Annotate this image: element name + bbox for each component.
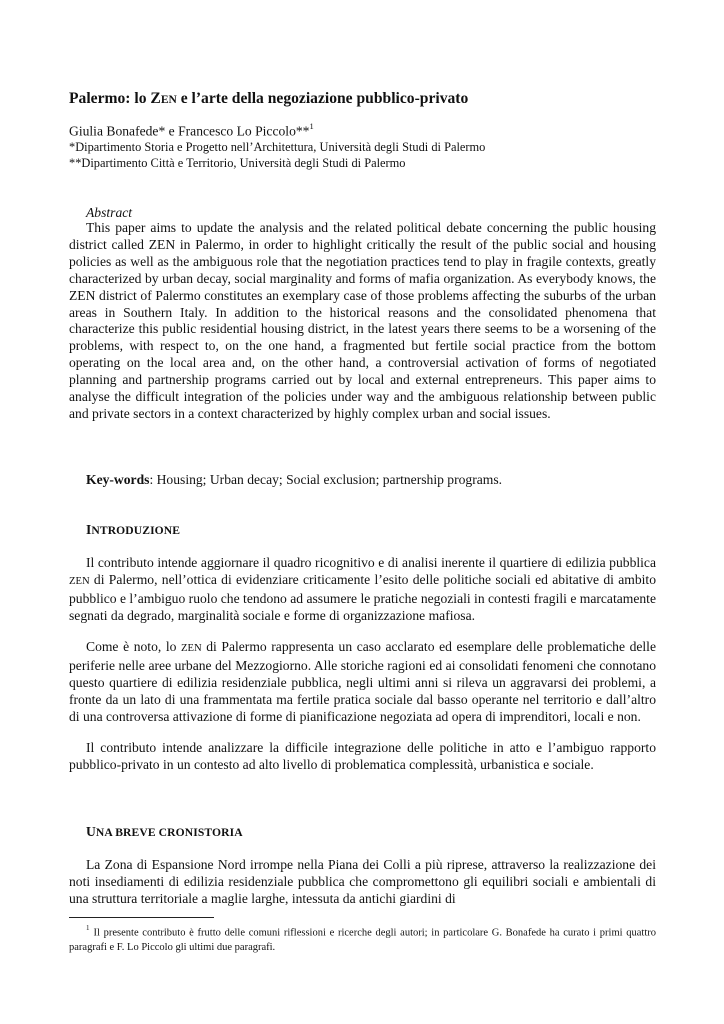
heading-initial: U bbox=[86, 824, 96, 839]
author-names: Giulia Bonafede* e Francesco Lo Piccolo** bbox=[69, 123, 310, 139]
affiliation-1: *Dipartimento Storia e Progetto nell’Architettura, Università degli Studi di Palermo bbox=[69, 140, 486, 154]
abstract-heading: Abstract bbox=[86, 205, 133, 220]
heading-rest: NA BREVE CRONISTORIA bbox=[95, 826, 243, 839]
section-heading-cronistoria bbox=[86, 824, 243, 840]
heading-rest: NTRODUZIONE bbox=[91, 524, 181, 537]
intro-p1-start: Il contributo intende aggiornare il quadro ricognitivo e di analisi inerente il quartiere di edilizia pubblica bbox=[86, 555, 656, 570]
title-text-start: Palermo: lo Z bbox=[69, 90, 161, 107]
author-line bbox=[69, 122, 314, 140]
intro-p2-start: Come è noto, lo bbox=[86, 639, 182, 654]
title-text-end: e l’arte della negoziazione pubblico-privato bbox=[176, 90, 469, 107]
intro-p1-end: di Palermo, nell’ottica di evidenziare criticamente l’esito delle politiche sociali ed abitative di ambito pubblico e l’ambiguo ruolo che tendono ad assumere le pratiche negoziali in contesti fragili e marcatamente segnati da degrado, marginalità sociale e forme di organizzazione mafiosa. bbox=[69, 571, 656, 623]
keywords-text: : Housing; Urban decay; Social exclusion; partnership programs. bbox=[149, 472, 503, 487]
author-footnote-ref: 1 bbox=[309, 121, 314, 131]
footnote-marker: 1 bbox=[86, 924, 90, 932]
footnote-divider bbox=[69, 917, 214, 918]
footnote bbox=[69, 922, 656, 955]
cronistoria-paragraph-1: La Zona di Espansione Nord irrompe nella Piana dei Colli a più riprese, attraverso la realizzazione dei noti insediamenti di edilizia residenziale pubblica che compromettono gli equilibri sociali e ambientali di una struttura territoriale a maglie larghe, intessuta da antichi giardini di bbox=[69, 857, 656, 906]
abstract-text: This paper aims to update the analysis and the related political debate concerning the public housing district called ZEN in Palermo, in order to highlight critically the result of the public social and housing policies as well as the ambiguous role that the negotiation practices tend to play in fragile contexts, greatly characterized by urban decay, social marginality and forms of mafia organization. As everybody knows, the ZEN district of Palermo constitutes an exemplary case of those problems affecting the suburbs of the urban areas in Southern Italy. In addition to the historical reasons and the consolidated phenomena that characterize this public residential housing district, in the latest years there seems to be a worsening of the problems, with respect to, on the one hand, a fragmented but fertile social practice from the bottom operating on the local area and, on the other hand, a controversial activation of forms of negotiated planning and partnership programs carried out by local and external entrepreneurs. This paper aims to analyse the difficult integration of the policies under way and the ambiguous relationship between public and private sectors in a context characterized by highly complex urban and social issues. bbox=[69, 220, 656, 421]
intro-p2-end: di Palermo rappresenta un caso acclarato ed esemplare delle problematiche delle periferie nelle aree urbane del Mezzogiorno. Alle storiche ragioni ed ai consolidati fenomeni che connotano questo quartiere di edilizia residenziale pubblica, negli ultimi anni si rileva un aggravarsi dei problemi, a fronte da un lato di una frammentata ma fertile pratica sociale dal basso operante nel territorio e dall’altro di una controversa attivazione di forme di pianificazione negoziata ad opera di imprenditori, locali e non. bbox=[69, 639, 656, 724]
intro-p2-zen: ZEN bbox=[181, 643, 202, 654]
intro-paragraph-2 bbox=[69, 639, 656, 726]
keywords-label: Key-words bbox=[86, 472, 150, 487]
title-smallcaps: EN bbox=[160, 94, 177, 106]
paper-title bbox=[69, 90, 468, 108]
footnote-text: Il presente contributo è frutto delle comuni riflessioni e ricerche degli autori; in particolare G. Bonafede ha curato i primi quattro paragrafi e F. Lo Piccolo gli ultimi due paragrafi. bbox=[69, 927, 656, 953]
heading-initial: I bbox=[86, 522, 92, 537]
affiliation-2: **Dipartimento Città e Territorio, Università degli Studi di Palermo bbox=[69, 156, 406, 170]
intro-paragraph-3: Il contributo intende analizzare la difficile integrazione delle politiche in atto e l’ambiguo rapporto pubblico-privato in un contesto ad alto livello di problematica complessità, urbanistica e sociale. bbox=[69, 740, 656, 772]
intro-p1-zen: ZEN bbox=[69, 575, 90, 587]
section-heading-introduzione bbox=[86, 522, 180, 538]
intro-paragraph-1 bbox=[69, 555, 656, 625]
keywords-line bbox=[86, 472, 502, 488]
